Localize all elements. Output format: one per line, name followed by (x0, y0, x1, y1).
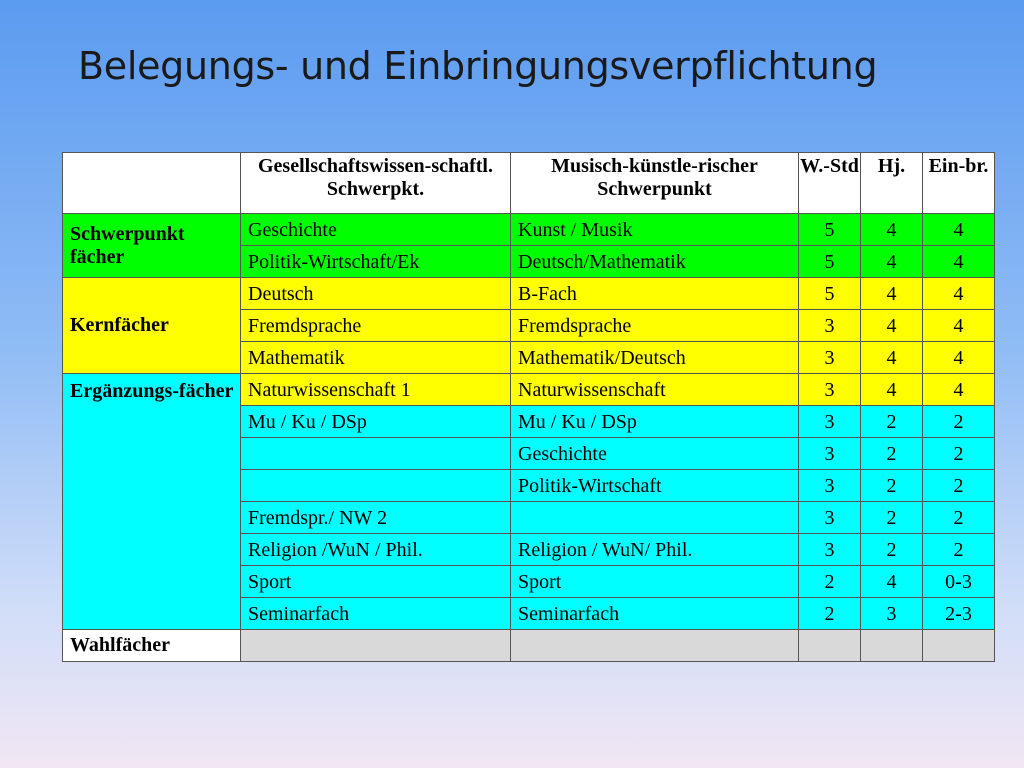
cell-einbr: 2 (923, 502, 995, 534)
cell-hj: 2 (861, 438, 923, 470)
cell-gesellschaft: Mathematik (241, 342, 511, 374)
cell-gesellschaft: Deutsch (241, 278, 511, 310)
cell-hj: 4 (861, 566, 923, 598)
cell-wstd: 5 (799, 278, 861, 310)
cell-einbr: 2-3 (923, 598, 995, 630)
cell-wstd: 3 (799, 534, 861, 566)
table-row (63, 214, 995, 246)
cell-wstd: 2 (799, 598, 861, 630)
cell-musisch: Mathematik/Deutsch (511, 342, 799, 374)
cell-einbr: 4 (923, 342, 995, 374)
cell-einbr: 4 (923, 278, 995, 310)
header-row (63, 153, 995, 214)
cell-hj: 2 (861, 534, 923, 566)
cell-gesellschaft (241, 470, 511, 502)
cell-hj: 4 (861, 374, 923, 406)
cell-musisch (511, 502, 799, 534)
cell-musisch: B-Fach (511, 278, 799, 310)
cell-einbr: 4 (923, 310, 995, 342)
cell-einbr: 4 (923, 214, 995, 246)
header-gesellschaft: Gesellschaftswissen-schaftl. Schwerpkt. (241, 153, 511, 214)
cell-wstd: 3 (799, 502, 861, 534)
cell-hj: 4 (861, 342, 923, 374)
cell-gesellschaft (241, 438, 511, 470)
cell-wstd: 3 (799, 310, 861, 342)
header-wstd: W.-Std (799, 153, 861, 214)
cell-hj: 4 (861, 214, 923, 246)
cell-wstd: 3 (799, 438, 861, 470)
cell-einbr: 4 (923, 246, 995, 278)
cell-hj: 4 (861, 278, 923, 310)
category-kern: Kernfächer (63, 278, 241, 374)
header-hj: Hj. (861, 153, 923, 214)
cell-wstd: 2 (799, 566, 861, 598)
cell-einbr: 4 (923, 374, 995, 406)
cell-musisch: Deutsch/Mathematik (511, 246, 799, 278)
cell-hj: 2 (861, 406, 923, 438)
cell-musisch: Mu / Ku / DSp (511, 406, 799, 438)
cell-musisch: Seminarfach (511, 598, 799, 630)
header-musisch: Musisch-künstle-rischer Schwerpunkt (511, 153, 799, 214)
cell-einbr: 2 (923, 470, 995, 502)
header-einbr: Ein-br. (923, 153, 995, 214)
obligation-table (62, 152, 995, 662)
cell-hj: 4 (861, 310, 923, 342)
cell-gesellschaft: Naturwissenschaft 1 (241, 374, 511, 406)
cell-musisch (511, 630, 799, 662)
category-schwerpunkt: Schwerpunkt fächer (63, 214, 241, 278)
cell-gesellschaft: Geschichte (241, 214, 511, 246)
category-wahl: Wahlfächer (63, 630, 241, 662)
cell-musisch: Naturwissenschaft (511, 374, 799, 406)
table-row (63, 278, 995, 310)
cell-gesellschaft: Mu / Ku / DSp (241, 406, 511, 438)
cell-musisch: Politik-Wirtschaft (511, 470, 799, 502)
cell-musisch: Fremdsprache (511, 310, 799, 342)
cell-gesellschaft: Sport (241, 566, 511, 598)
cell-gesellschaft: Politik-Wirtschaft/Ek (241, 246, 511, 278)
cell-gesellschaft: Religion /WuN / Phil. (241, 534, 511, 566)
cell-hj (861, 630, 923, 662)
cell-wstd (799, 630, 861, 662)
slide-title: Belegungs- und Einbringungsverpflichtung (78, 44, 878, 88)
cell-wstd: 3 (799, 374, 861, 406)
category-ergaenzung: Ergänzungs-fächer (63, 374, 241, 630)
cell-gesellschaft: Seminarfach (241, 598, 511, 630)
cell-einbr: 2 (923, 534, 995, 566)
cell-musisch: Religion / WuN/ Phil. (511, 534, 799, 566)
cell-wstd: 3 (799, 342, 861, 374)
cell-einbr: 0-3 (923, 566, 995, 598)
cell-hj: 4 (861, 246, 923, 278)
cell-musisch: Kunst / Musik (511, 214, 799, 246)
cell-wstd: 3 (799, 470, 861, 502)
cell-hj: 2 (861, 502, 923, 534)
cell-hj: 3 (861, 598, 923, 630)
cell-wstd: 5 (799, 214, 861, 246)
cell-einbr: 2 (923, 406, 995, 438)
cell-einbr (923, 630, 995, 662)
cell-musisch: Sport (511, 566, 799, 598)
cell-einbr: 2 (923, 438, 995, 470)
table-row (63, 374, 995, 406)
cell-gesellschaft: Fremdspr./ NW 2 (241, 502, 511, 534)
cell-gesellschaft (241, 630, 511, 662)
table-row (63, 630, 995, 662)
cell-wstd: 5 (799, 246, 861, 278)
header-category (63, 153, 241, 214)
cell-hj: 2 (861, 470, 923, 502)
cell-wstd: 3 (799, 406, 861, 438)
cell-musisch: Geschichte (511, 438, 799, 470)
cell-gesellschaft: Fremdsprache (241, 310, 511, 342)
